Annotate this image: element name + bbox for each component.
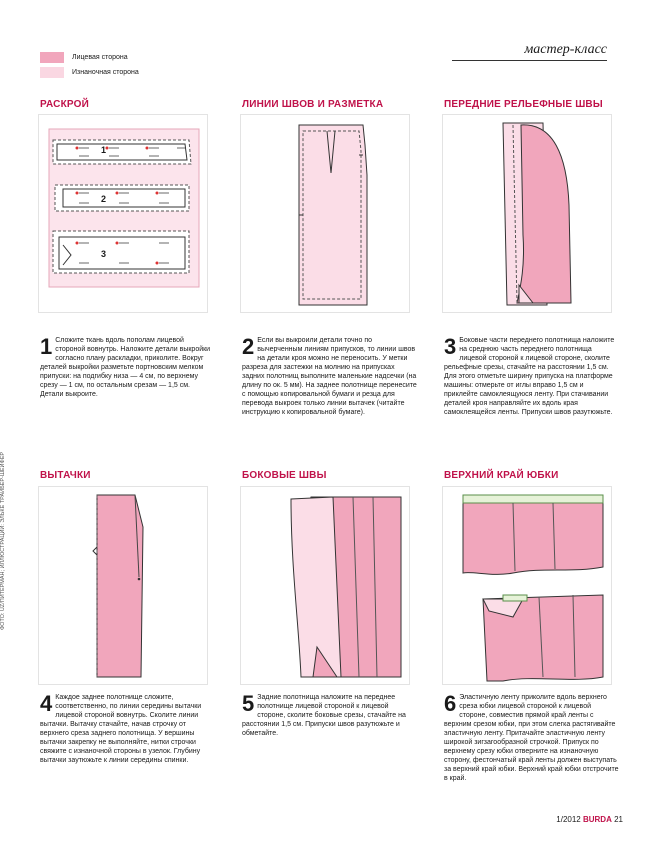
photo-credit: ФОТО: UZ/ПИТЕРМАН; ИЛЛЮСТРАЦИИ: ЭЛЬКЕ ТРАЙБЕР-ШЕЙФЕР: [0, 451, 6, 630]
step-body: Каждое заднее полотнище сложите, соответственно, по линии середины вытачки лицевой стороной вовнутрь. Сколите линии вытачки. Вытачку стачайте, начав строчку от верхнего среза заднего полотнища. У вершины вытачки закрепку не выполняйте, нитки строчки свяжите с изнаночной стороны в узелок. Глубину вытачки заутюжьте к линии середины спинки.: [40, 694, 202, 764]
section-title-waist-edge: ВЕРХНИЙ КРАЙ ЮБКИ: [444, 470, 559, 481]
illustration-cutting-layout: [38, 114, 208, 313]
step-number: 3: [444, 334, 457, 359]
piece-label: 1: [101, 145, 107, 155]
section-title-darts: ВЫТАЧКИ: [40, 470, 91, 481]
step-number: 5: [242, 691, 255, 716]
step-text-5: [242, 693, 417, 738]
section-title-seam-lines: ЛИНИИ ШВОВ И РАЗМЕТКА: [242, 99, 384, 110]
step-body: Сложите ткань вдоль пополам лицевой стороной вовнутрь. Наложите детали выкройки согласно плану раскладки, приколите. Вокруг деталей выкройки разметьте портновским мелком припуски: на подгибку низа — 4 см, по верхнему срезу — 1 см, по остальным срезам — 1,5 см. Детали выкроите.: [40, 337, 211, 398]
step-number: 1: [40, 334, 53, 359]
illustration-waist-edge: [442, 486, 612, 685]
header-rule: [452, 60, 607, 61]
section-title-front-seams: ПЕРЕДНИЕ РЕЛЬЕФНЫЕ ШВЫ: [444, 99, 603, 110]
footer-page-number: 21: [614, 815, 623, 824]
page-footer: [556, 815, 623, 824]
footer-issue: 1/2012: [556, 815, 581, 824]
illustration-front-seams: [442, 114, 612, 313]
step-body: Боковые части переднего полотнища наложите на среднюю часть переднего полотнища лицевой стороной к лицевой стороне, сколите рельефные срезы, стачайте на расстоянии 1,5 см. Для этого отметьте ширину припуска на платформе машины: отмерьте от иглы вправо 1,5 см и приклейте самоклеящуюся ленту. При стачивании деталей кроя направляйте их вдоль края самоклеящейся ленты. Припуски швов разутюжьте.: [444, 337, 615, 416]
piece-label: 2: [101, 194, 107, 204]
step-text-2: [242, 336, 417, 417]
step-text-6: [444, 693, 619, 783]
section-title-side-seams: БОКОВЫЕ ШВЫ: [242, 470, 327, 481]
legend-wrong-side: [40, 67, 139, 78]
step-body: Эластичную ленту приколите вдоль верхнего среза юбки лицевой стороной к лицевой стороне, совместив прямой край ленты с верхним срезом юбки, при этом слегка растягивайте эластичную ленту. Притачайте эластичную ленту широкой зигзагообразной строчкой. Припуск по верхнему срезу юбки отверните на изнаночную сторону, фестончатый край ленты должен выступать за верхний край юбки. Верхний край юбки отстрочите в край.: [444, 694, 619, 782]
legend-label: Лицевая сторона: [72, 54, 128, 61]
step-body: Если вы выкроили детали точно по вычерченным линиям припусков, то линии швов на детали кроя можно не переносить. У метки разреза для застежки на молнию на припусках задних полотнищ выполните маленькие надсечки (на длину по ок. 5 мм). На заднее полотнище перенесите с помощью копировальной бумаги и резца для перевода выкроек только линии вытачек (читайте инструкцию к копировальной бумаге).: [242, 337, 417, 416]
illustration-side-seams: [240, 486, 410, 685]
step-body: Задние полотнища наложите на переднее полотнище лицевой стороной к лицевой стороне, сколите боковые срезы, стачайте на расстоянии 1,5 см. Припуски швов разутюжьте и обметайте.: [242, 694, 406, 737]
piece-label: 3: [101, 249, 107, 259]
legend-right-side: [40, 52, 128, 63]
illustration-seam-lines: [240, 114, 410, 313]
step-text-1: [40, 336, 215, 399]
step-text-4: [40, 693, 215, 765]
section-title-cutting: РАСКРОЙ: [40, 99, 89, 110]
legend-label: Изнаночная сторона: [72, 69, 139, 76]
illustration-darts: [38, 486, 208, 685]
step-number: 2: [242, 334, 255, 359]
step-number: 6: [444, 691, 457, 716]
step-number: 4: [40, 691, 53, 716]
step-text-3: [444, 336, 619, 417]
footer-brand: BURDA: [582, 815, 612, 824]
swatch-wrong-side: [40, 67, 64, 78]
page-header-title: мастер-класс: [524, 42, 607, 57]
swatch-right-side: [40, 52, 64, 63]
